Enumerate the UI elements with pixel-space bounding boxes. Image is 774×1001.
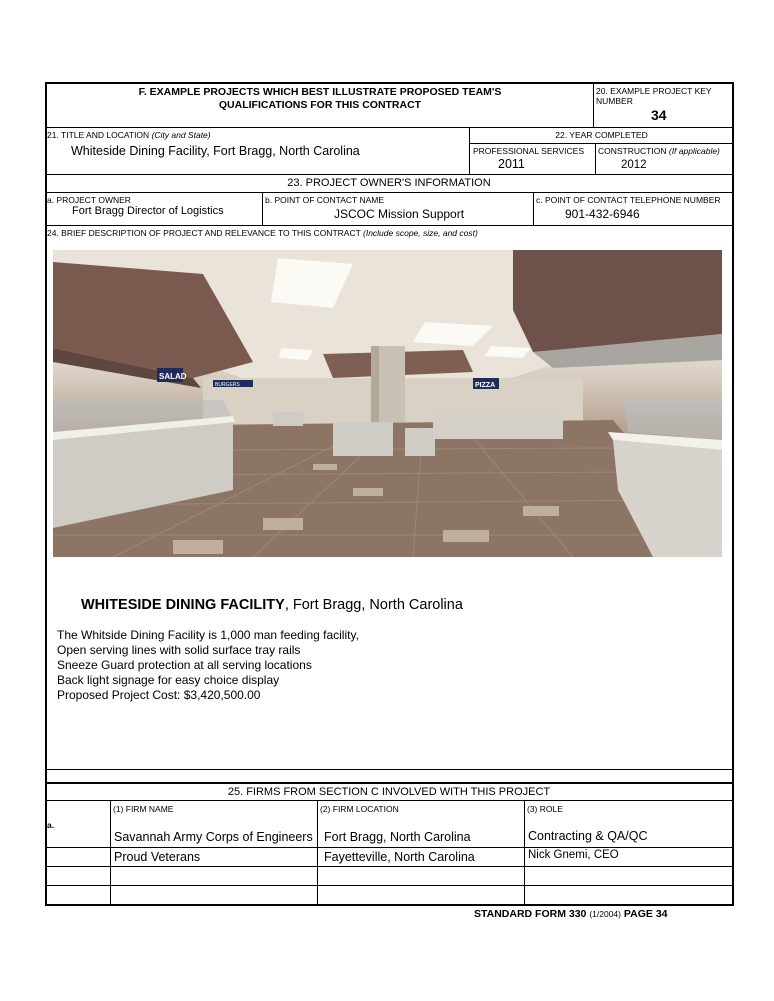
firm-name-cell: Proud Veterans	[114, 850, 201, 864]
description-label-hint: (Include scope, size, and cost)	[363, 228, 478, 238]
photo-sign-salad: SALAD	[159, 372, 187, 381]
firm-role-col-label: (3) ROLE	[527, 804, 563, 814]
photo-sign-pizza: PIZZA	[475, 382, 496, 389]
key-label-line1: 20. EXAMPLE PROJECT KEY	[596, 86, 712, 96]
project-heading-rest: , Fort Bragg, North Carolina	[284, 597, 463, 613]
contact-name-label: b. POINT OF CONTACT NAME	[265, 195, 385, 205]
project-owner-value: Fort Bragg Director of Logistics	[72, 205, 224, 217]
dining-facility-photo	[53, 250, 722, 557]
title-location-label-text: 21. TITLE AND LOCATION	[47, 130, 150, 140]
firm-location-cell: Fayetteville, North Carolina	[324, 850, 475, 864]
contact-name-value: JSCOC Mission Support	[334, 207, 465, 221]
professional-services-value: 2011	[498, 157, 525, 171]
row-a-marker: a.	[47, 820, 55, 830]
firm-role-cell: Nick Gnemi, CEO	[528, 849, 619, 861]
title-location-label	[47, 130, 211, 140]
firm-name-col-label: (1) FIRM NAME	[113, 804, 174, 814]
key-label	[596, 86, 712, 106]
dining-facility-illustration	[53, 250, 722, 557]
firm-name-cell: Savannah Army Corps of Engineers	[114, 830, 313, 844]
professional-services-label: PROFESSIONAL SERVICES	[473, 146, 585, 156]
year-completed-label: 22. YEAR COMPLETED	[555, 130, 648, 140]
description-label-text: 24. BRIEF DESCRIPTION OF PROJECT AND RELEVANCE TO THIS CONTRACT	[47, 228, 361, 238]
description-line: Back light signage for easy choice display	[57, 673, 280, 687]
project-owner-label: a. PROJECT OWNER	[47, 195, 131, 205]
title-location-value: Whiteside Dining Facility, Fort Bragg, North Carolina	[71, 144, 360, 158]
contact-phone-value: 901-432-6946	[565, 207, 640, 221]
description-line: Open serving lines with solid surface tray rails	[57, 643, 301, 657]
construction-value: 2012	[621, 159, 647, 171]
firm-role-cell: Contracting & QA/QC	[528, 829, 648, 843]
description-line: The Whitside Dining Facility is 1,000 man feeding facility,	[57, 628, 359, 642]
owner-info-label: 23. PROJECT OWNER'S INFORMATION	[287, 177, 491, 189]
firm-location-cell: Fort Bragg, North Carolina	[324, 830, 471, 844]
project-heading	[81, 597, 463, 614]
project-heading-bold: WHITESIDE DINING FACILITY	[81, 597, 285, 613]
key-number: 34	[651, 107, 667, 123]
description-label	[47, 228, 478, 238]
description-body	[57, 628, 359, 703]
construction-label-hint: (If applicable)	[668, 146, 720, 156]
construction-label	[598, 146, 720, 156]
section-title-line1: F. EXAMPLE PROJECTS WHICH BEST ILLUSTRATE PROPOSED TEAM'S	[138, 86, 502, 98]
construction-label-text: CONSTRUCTION	[598, 146, 667, 156]
firms-section-label: 25. FIRMS FROM SECTION C INVOLVED WITH THIS PROJECT	[227, 786, 551, 798]
title-location-label-hint: (City and State)	[151, 130, 211, 140]
key-label-line2: NUMBER	[596, 96, 633, 106]
form-footer	[474, 908, 668, 921]
form-name: STANDARD FORM 330	[474, 908, 587, 920]
description-line: Proposed Project Cost: $3,420,500.00	[57, 688, 261, 702]
form-version: (1/2004)	[589, 909, 621, 919]
firm-location-col-label: (2) FIRM LOCATION	[320, 804, 399, 814]
page-label: PAGE 34	[623, 908, 668, 920]
section-title-line2: QUALIFICATIONS FOR THIS CONTRACT	[218, 99, 422, 111]
photo-sign-burgers: BURGERS	[215, 382, 240, 388]
contact-phone-label: c. POINT OF CONTACT TELEPHONE NUMBER	[536, 195, 721, 205]
description-line: Sneeze Guard protection at all serving locations	[57, 658, 312, 672]
section-title	[50, 86, 590, 112]
